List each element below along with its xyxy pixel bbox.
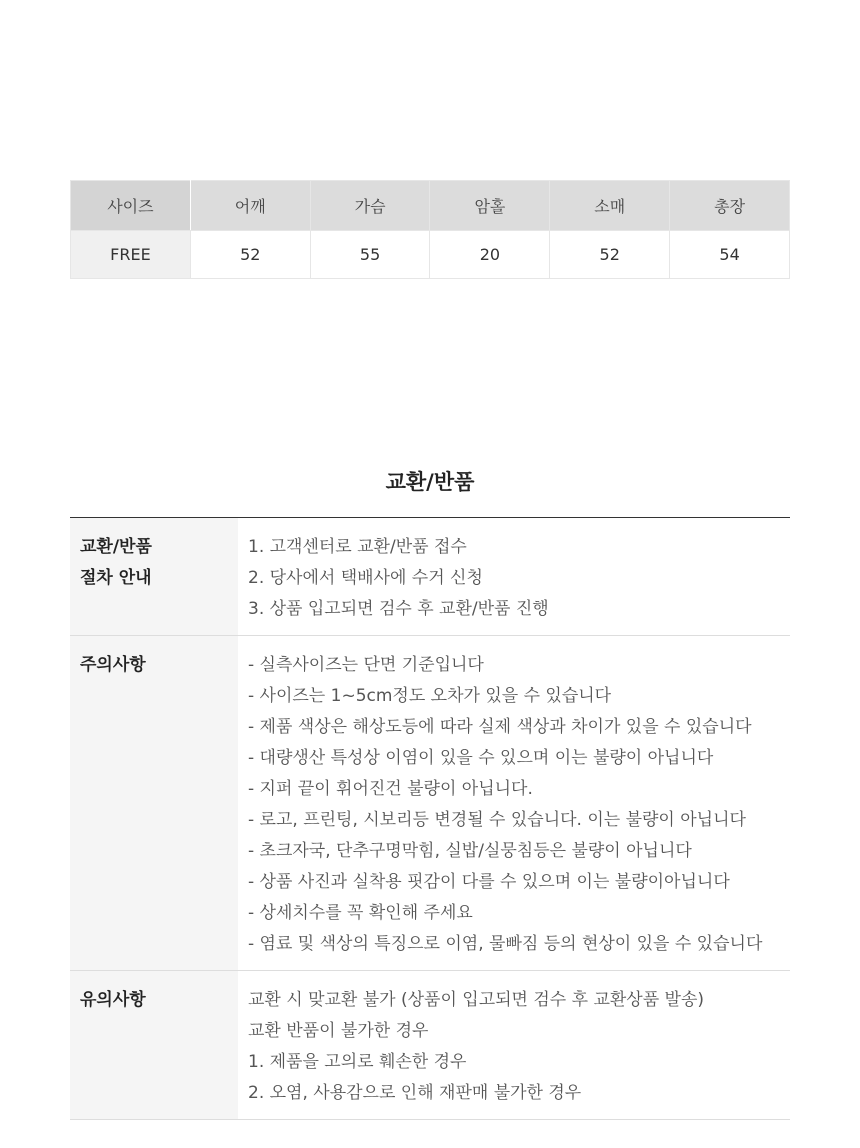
info-row-notices xyxy=(70,971,790,1120)
info-line: - 지퍼 끝이 휘어진건 불량이 아닙니다. xyxy=(248,779,533,799)
info-line: 2. 오염, 사용감으로 인해 재판매 불가한 경우 xyxy=(248,1083,582,1103)
info-line: - 로고, 프린팅, 시보리등 변경될 수 있습니다. 이는 불량이 아닙니다 xyxy=(248,810,746,830)
size-header-armhole: 암홀 xyxy=(430,181,550,231)
size-header-sleeve: 소매 xyxy=(550,181,670,231)
info-line: 교환 반품이 불가한 경우 xyxy=(248,1021,429,1041)
info-line: - 사이즈는 1~5cm정도 오차가 있을 수 있습니다 xyxy=(248,686,612,706)
size-header-size: 사이즈 xyxy=(71,181,191,231)
info-line: 3. 상품 입고되면 검수 후 교환/반품 진행 xyxy=(248,599,549,619)
size-header-length: 총장 xyxy=(670,181,790,231)
exchange-info-table xyxy=(70,517,790,1120)
info-line: 1. 제품을 고의로 훼손한 경우 xyxy=(248,1052,467,1072)
info-heading-line: 교환/반품 xyxy=(80,537,152,557)
info-row-content xyxy=(238,636,790,971)
info-heading-line: 유의사항 xyxy=(80,990,146,1010)
size-cell-armhole: 20 xyxy=(430,231,550,279)
info-line: - 초크자국, 단추구명막힘, 실밥/실뭉침등은 불량이 아닙니다 xyxy=(248,841,692,861)
size-table xyxy=(70,180,790,279)
size-cell-shoulder: 52 xyxy=(190,231,310,279)
info-row-content xyxy=(238,971,790,1120)
info-line: - 실측사이즈는 단면 기준입니다 xyxy=(248,655,484,675)
info-heading-line: 주의사항 xyxy=(80,655,146,675)
size-cell-length: 54 xyxy=(670,231,790,279)
exchange-section-title: 교환/반품 xyxy=(385,470,475,494)
info-line: 1. 고객센터로 교환/반품 접수 xyxy=(248,537,467,557)
size-cell-chest: 55 xyxy=(310,231,430,279)
info-row-precautions xyxy=(70,636,790,971)
info-heading-line: 절차 안내 xyxy=(80,568,152,588)
info-line: - 염료 및 색상의 특징으로 이염, 물빠짐 등의 현상이 있을 수 있습니다 xyxy=(248,934,763,954)
info-line: - 제품 색상은 해상도등에 따라 실제 색상과 차이가 있을 수 있습니다 xyxy=(248,717,752,737)
info-line: - 대량생산 특성상 이염이 있을 수 있으며 이는 불량이 아닙니다 xyxy=(248,748,714,768)
size-header-shoulder: 어깨 xyxy=(190,181,310,231)
info-line: - 상품 사진과 실착용 핏감이 다를 수 있으며 이는 불량이아닙니다 xyxy=(248,872,730,892)
info-line: 2. 당사에서 택배사에 수거 신청 xyxy=(248,568,483,588)
info-line: 교환 시 맞교환 불가 (상품이 입고되면 검수 후 교환상품 발송) xyxy=(248,990,705,1010)
size-table-header-row xyxy=(71,181,790,231)
size-cell-sleeve: 52 xyxy=(550,231,670,279)
info-line: - 상세치수를 꼭 확인해 주세요 xyxy=(248,903,473,923)
info-row-exchange-procedure xyxy=(70,518,790,636)
info-row-heading xyxy=(70,971,238,1120)
info-row-content xyxy=(238,518,790,636)
size-cell-size: FREE xyxy=(71,231,191,279)
size-header-chest: 가슴 xyxy=(310,181,430,231)
info-row-heading xyxy=(70,518,238,636)
info-row-heading xyxy=(70,636,238,971)
size-table-row xyxy=(71,231,790,279)
